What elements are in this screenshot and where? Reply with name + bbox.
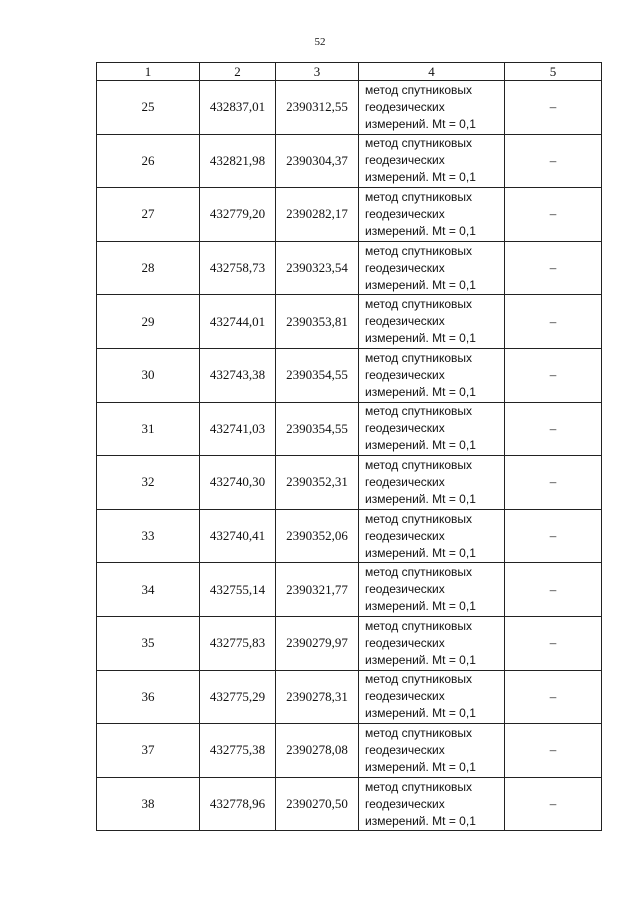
- y-coordinate-cell: 2390354,55: [276, 402, 359, 456]
- note-cell: –: [505, 295, 602, 349]
- method-cell: [359, 241, 505, 295]
- method-line: геодезических: [365, 421, 445, 436]
- method-line: геодезических: [365, 635, 445, 650]
- table-body: [97, 81, 602, 831]
- method-line: измерений. Mt = 0,1: [365, 545, 476, 560]
- y-coordinate-cell: 2390278,31: [276, 670, 359, 724]
- note-cell: –: [505, 241, 602, 295]
- x-coordinate-cell: 432740,41: [200, 509, 276, 563]
- method-line: метод спутниковых: [365, 779, 473, 794]
- method-line: измерений. Mt = 0,1: [365, 223, 476, 238]
- method-line: геодезических: [365, 689, 445, 704]
- method-line: измерений. Mt = 0,1: [365, 277, 476, 292]
- point-number-cell: 32: [97, 456, 200, 510]
- point-number-cell: 25: [97, 81, 200, 135]
- method-cell: [359, 563, 505, 617]
- point-number-cell: 28: [97, 241, 200, 295]
- point-number-cell: 30: [97, 348, 200, 402]
- method-cell: [359, 670, 505, 724]
- y-coordinate-cell: 2390312,55: [276, 81, 359, 135]
- y-coordinate-cell: 2390282,17: [276, 188, 359, 242]
- point-number-cell: 29: [97, 295, 200, 349]
- method-line: измерений. Mt = 0,1: [365, 331, 476, 346]
- method-line: геодезических: [365, 153, 445, 168]
- y-coordinate-cell: 2390352,31: [276, 456, 359, 510]
- y-coordinate-cell: 2390279,97: [276, 616, 359, 670]
- x-coordinate-cell: 432740,30: [200, 456, 276, 510]
- x-coordinate-cell: 432775,38: [200, 724, 276, 778]
- method-line: измерений. Mt = 0,1: [365, 491, 476, 506]
- method-line: метод спутниковых: [365, 350, 473, 365]
- column-header-2: 2: [200, 63, 276, 81]
- method-cell: [359, 295, 505, 349]
- x-coordinate-cell: 432778,96: [200, 777, 276, 831]
- method-cell: [359, 348, 505, 402]
- table-row: [97, 724, 602, 778]
- coordinates-table: [96, 62, 602, 831]
- table-row: [97, 241, 602, 295]
- method-line: метод спутниковых: [365, 511, 473, 526]
- table-row: [97, 616, 602, 670]
- method-line: геодезических: [365, 314, 445, 329]
- point-number-cell: 35: [97, 616, 200, 670]
- point-number-cell: 33: [97, 509, 200, 563]
- column-header-1: 1: [97, 63, 200, 81]
- method-line: геодезических: [365, 99, 445, 114]
- y-coordinate-cell: 2390352,06: [276, 509, 359, 563]
- method-cell: [359, 81, 505, 135]
- table-row: [97, 402, 602, 456]
- table-row: [97, 563, 602, 617]
- method-cell: [359, 509, 505, 563]
- y-coordinate-cell: 2390270,50: [276, 777, 359, 831]
- method-line: измерений. Mt = 0,1: [365, 170, 476, 185]
- method-line: метод спутниковых: [365, 243, 473, 258]
- method-line: метод спутниковых: [365, 457, 473, 472]
- note-cell: –: [505, 724, 602, 778]
- method-line: геодезических: [365, 528, 445, 543]
- x-coordinate-cell: 432775,83: [200, 616, 276, 670]
- method-line: измерений. Mt = 0,1: [365, 706, 476, 721]
- table-row: [97, 509, 602, 563]
- point-number-cell: 31: [97, 402, 200, 456]
- y-coordinate-cell: 2390353,81: [276, 295, 359, 349]
- method-line: измерений. Mt = 0,1: [365, 599, 476, 614]
- x-coordinate-cell: 432775,29: [200, 670, 276, 724]
- note-cell: –: [505, 188, 602, 242]
- method-line: метод спутниковых: [365, 136, 473, 151]
- method-line: геодезических: [365, 474, 445, 489]
- table-row: [97, 456, 602, 510]
- table-row: [97, 670, 602, 724]
- x-coordinate-cell: 432758,73: [200, 241, 276, 295]
- method-line: измерений. Mt = 0,1: [365, 652, 476, 667]
- note-cell: –: [505, 134, 602, 188]
- x-coordinate-cell: 432755,14: [200, 563, 276, 617]
- point-number-cell: 38: [97, 777, 200, 831]
- method-line: геодезических: [365, 582, 445, 597]
- x-coordinate-cell: 432741,03: [200, 402, 276, 456]
- column-header-4: 4: [359, 63, 505, 81]
- method-line: метод спутниковых: [365, 297, 473, 312]
- method-line: геодезических: [365, 260, 445, 275]
- note-cell: –: [505, 670, 602, 724]
- point-number-cell: 27: [97, 188, 200, 242]
- table-row: [97, 295, 602, 349]
- method-line: геодезических: [365, 796, 445, 811]
- table-row: [97, 348, 602, 402]
- method-cell: [359, 777, 505, 831]
- note-cell: –: [505, 348, 602, 402]
- y-coordinate-cell: 2390304,37: [276, 134, 359, 188]
- note-cell: –: [505, 616, 602, 670]
- method-line: геодезических: [365, 206, 445, 221]
- note-cell: –: [505, 563, 602, 617]
- y-coordinate-cell: 2390354,55: [276, 348, 359, 402]
- y-coordinate-cell: 2390278,08: [276, 724, 359, 778]
- method-cell: [359, 616, 505, 670]
- method-line: геодезических: [365, 367, 445, 382]
- method-line: измерений. Mt = 0,1: [365, 759, 476, 774]
- table-row: [97, 81, 602, 135]
- note-cell: –: [505, 456, 602, 510]
- note-cell: –: [505, 777, 602, 831]
- point-number-cell: 36: [97, 670, 200, 724]
- method-line: метод спутниковых: [365, 618, 473, 633]
- x-coordinate-cell: 432821,98: [200, 134, 276, 188]
- method-line: измерений. Mt = 0,1: [365, 384, 476, 399]
- point-number-cell: 26: [97, 134, 200, 188]
- x-coordinate-cell: 432744,01: [200, 295, 276, 349]
- method-line: метод спутниковых: [365, 672, 473, 687]
- column-header-5: 5: [505, 63, 602, 81]
- table-header-row: [97, 63, 602, 81]
- method-line: метод спутниковых: [365, 82, 473, 97]
- method-line: измерений. Mt = 0,1: [365, 116, 476, 131]
- method-cell: [359, 134, 505, 188]
- method-cell: [359, 456, 505, 510]
- table-row: [97, 134, 602, 188]
- method-line: метод спутниковых: [365, 404, 473, 419]
- method-cell: [359, 188, 505, 242]
- y-coordinate-cell: 2390321,77: [276, 563, 359, 617]
- x-coordinate-cell: 432837,01: [200, 81, 276, 135]
- method-line: метод спутниковых: [365, 189, 473, 204]
- point-number-cell: 37: [97, 724, 200, 778]
- page-number: 52: [314, 36, 326, 48]
- y-coordinate-cell: 2390323,54: [276, 241, 359, 295]
- x-coordinate-cell: 432743,38: [200, 348, 276, 402]
- note-cell: –: [505, 509, 602, 563]
- point-number-cell: 34: [97, 563, 200, 617]
- method-cell: [359, 402, 505, 456]
- table-row: [97, 188, 602, 242]
- method-line: измерений. Mt = 0,1: [365, 813, 476, 828]
- x-coordinate-cell: 432779,20: [200, 188, 276, 242]
- method-line: метод спутниковых: [365, 565, 473, 580]
- table-row: [97, 777, 602, 831]
- column-header-3: 3: [276, 63, 359, 81]
- note-cell: –: [505, 81, 602, 135]
- method-line: геодезических: [365, 742, 445, 757]
- method-line: метод спутниковых: [365, 725, 473, 740]
- method-cell: [359, 724, 505, 778]
- method-line: измерений. Mt = 0,1: [365, 438, 476, 453]
- note-cell: –: [505, 402, 602, 456]
